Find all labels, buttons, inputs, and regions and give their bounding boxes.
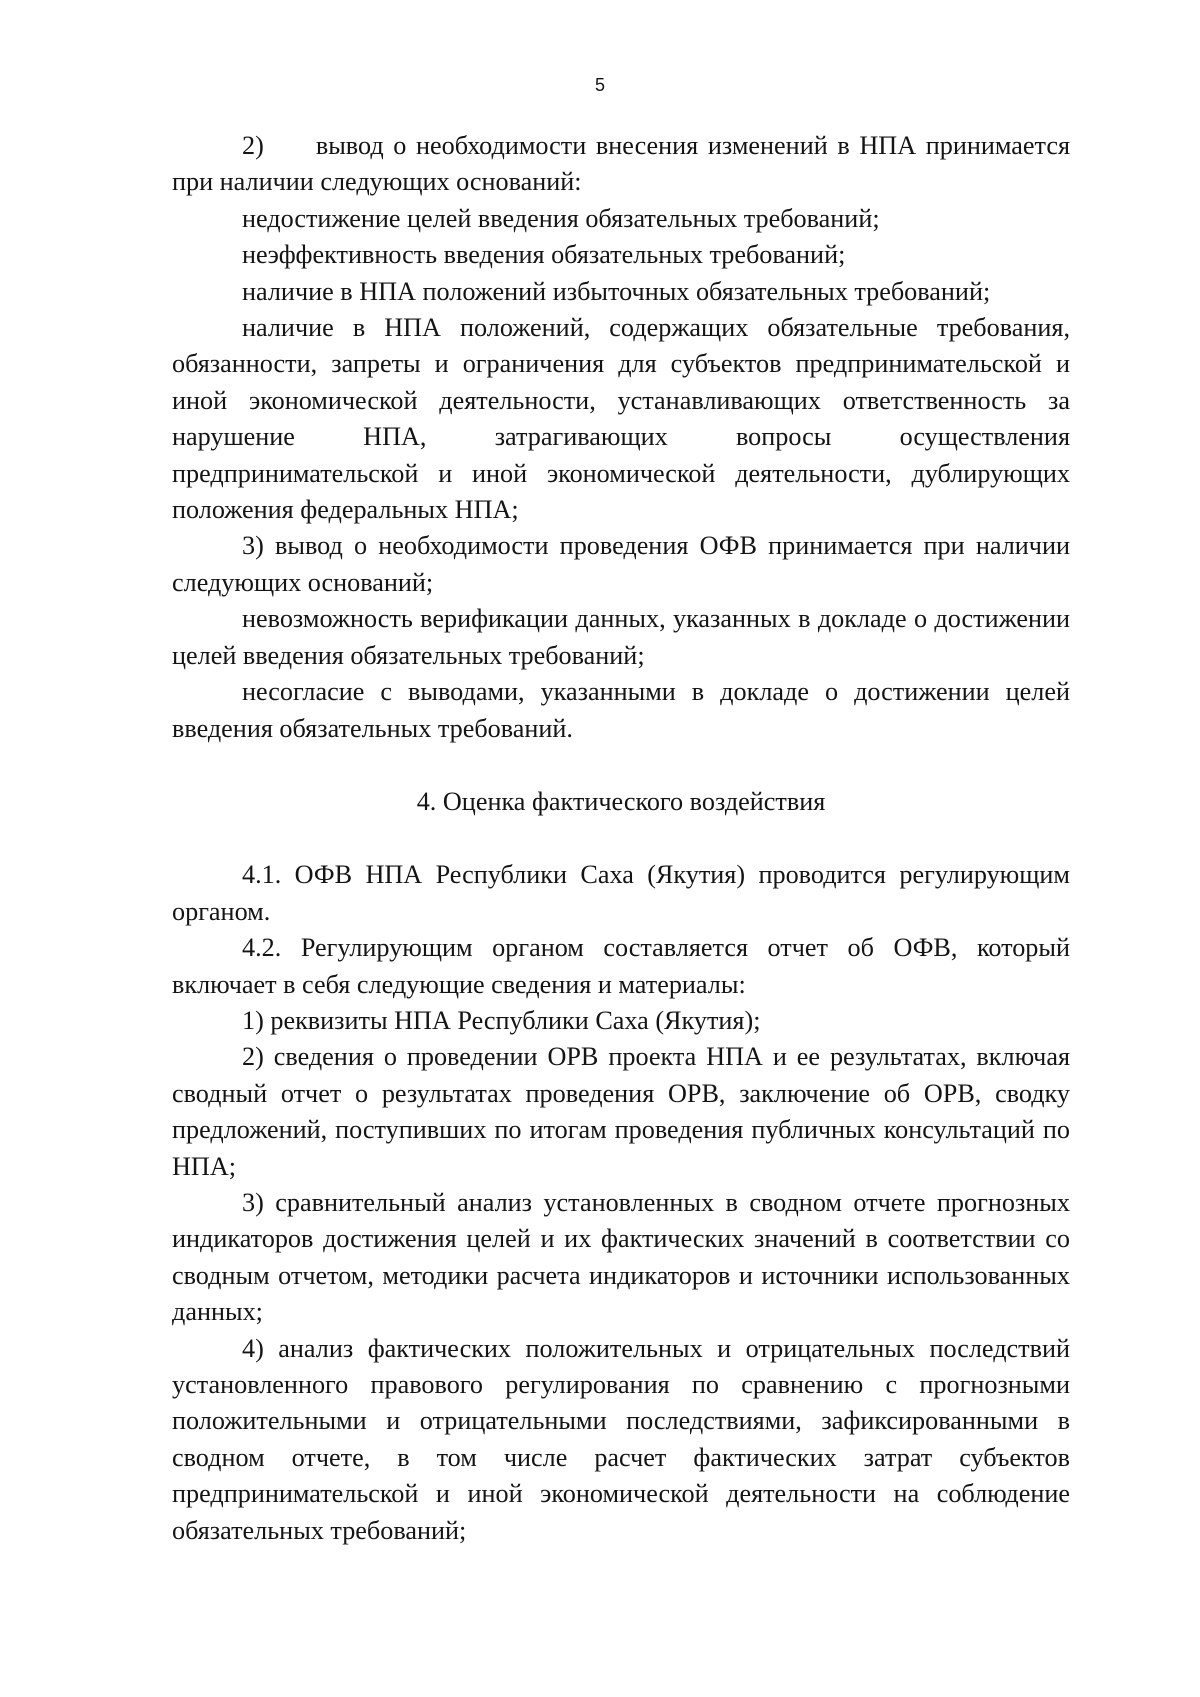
list-item: 1) реквизиты НПА Республики Саха (Якутия); <box>242 1005 761 1035</box>
paragraph-item-2-conclusion: 2) вывод о необходимости внесения изменений в НПА принимается при наличии следующих оснований: <box>172 131 1070 197</box>
page-number: 5 <box>594 75 605 95</box>
paragraph: наличие в НПА положений избыточных обязательных требований; <box>242 276 991 306</box>
paragraph: недостижение целей введения обязательных требований; <box>242 203 880 233</box>
list-marker: 2) <box>242 131 264 160</box>
section-heading: 4. Оценка фактического воздействия <box>416 786 826 816</box>
list-item: 3) сравнительный анализ установленных в сводном отчете прогнозных индикаторов достижения целей и их фактических значений в соответствии со сводным отчетом, методики расчета индикаторов и источники использованных данных; <box>172 1187 1070 1327</box>
paragraph: наличие в НПА положений, содержащих обязательные требования, обязанности, запреты и ограничения для субъектов предпринимательской и иной экономической деятельности, устанавливающих ответственность за нарушение НПА, затрагивающих вопросы осуществления предпринимательской и иной экономической деятельности, дублирующих положения федеральных НПА; <box>172 313 1070 525</box>
document-body <box>172 128 1070 1549</box>
paragraph: невозможность верификации данных, указанных в докладе о достижении целей введения обязательных требований; <box>172 604 1070 670</box>
list-item: 2) сведения о проведении ОРВ проекта НПА и ее результатах, включая сводный отчет о результатах проведения ОРВ, заключение об ОРВ, сводку предложений, поступивших по итогам проведения публичных консультаций по НПА; <box>172 1042 1070 1181</box>
paragraph: 4.2. Регулирующим органом составляется отчет об ОФВ, который включает в себя следующие сведения и материалы: <box>172 933 1070 999</box>
paragraph: несогласие с выводами, указанными в докладе о достижении целей введения обязательных требований. <box>172 677 1070 743</box>
paragraph: 3) вывод о необходимости проведения ОФВ принимается при наличии следующих оснований; <box>172 531 1070 597</box>
paragraph: неэффективность введения обязательных требований; <box>242 240 846 270</box>
paragraph: 4.1. ОФВ НПА Республики Саха (Якутия) проводится регулирующим органом. <box>172 860 1070 926</box>
list-item: 4) анализ фактических положительных и отрицательных последствий установленного правового регулирования по сравнению с прогнозными положительными и отрицательными последствиями, зафиксированными в сводном отчете, в том числе расчет фактических затрат субъектов предпринимательской и иной экономической деятельности на соблюдение обязательных требований; <box>172 1333 1070 1545</box>
